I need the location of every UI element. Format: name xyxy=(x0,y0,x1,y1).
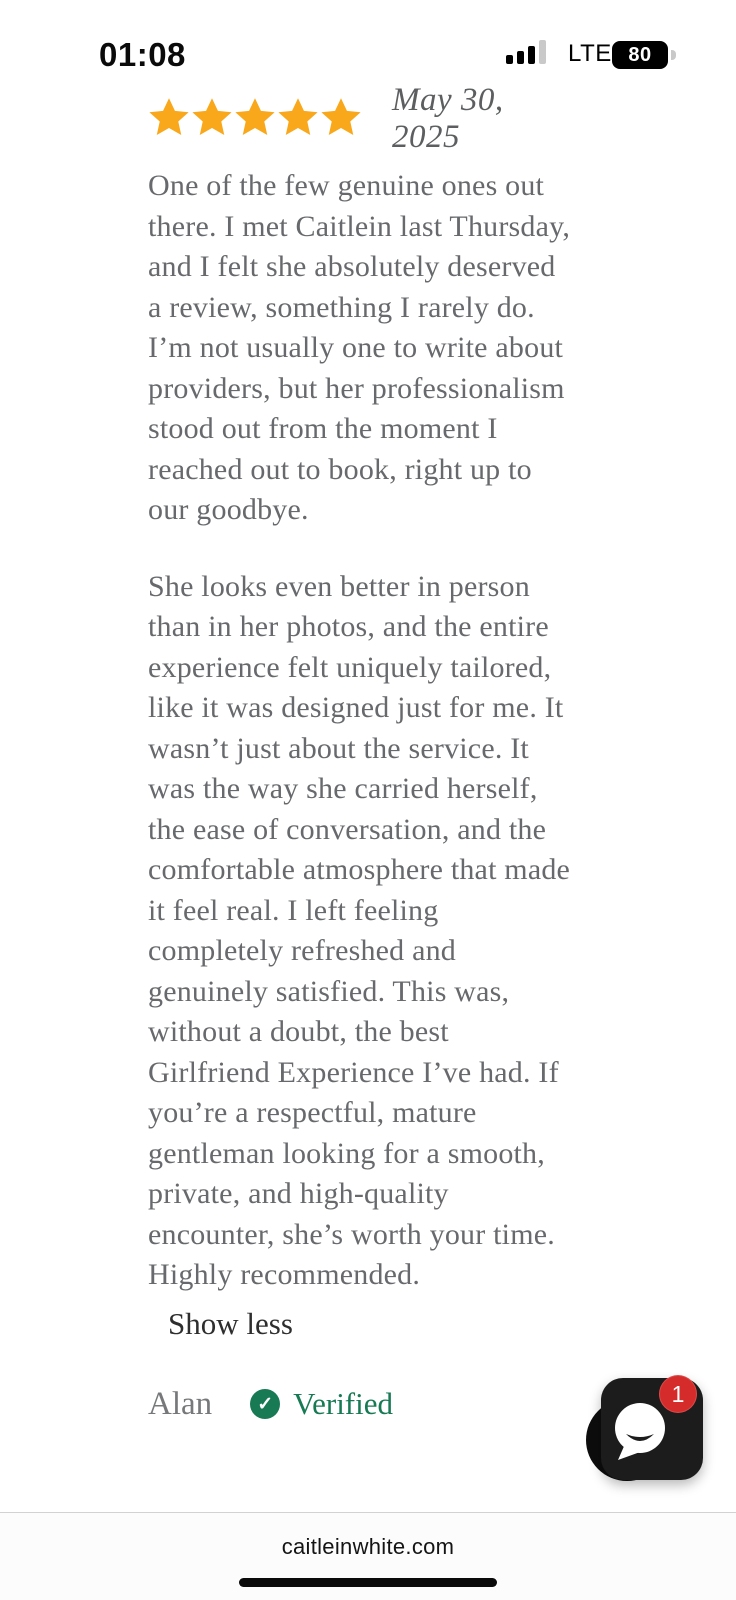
cellular-signal-icon xyxy=(506,40,558,64)
status-bar xyxy=(0,0,736,88)
review-paragraph-2: She looks even better in person than in her photos, and the entire experience felt uniquely tailored, like it was designed just for me. It wasn’t just about the service. It was the way she carried herself, the ease of conversation, and the comfortable atmosphere that made it feel real. I left feeling completely refreshed and genuinely satisfied. This was, without a doubt, the best Girlfriend Experience I’ve had. If you’re a respectful, mature gentleman looking for a smooth, private, and high-quality encounter, she’s worth your time. Highly recommended. xyxy=(148,569,571,1291)
verified-check-icon xyxy=(250,1389,280,1419)
show-less-link[interactable]: Show less xyxy=(168,1305,293,1341)
star-icon xyxy=(191,96,233,138)
battery-nub xyxy=(671,50,676,60)
rating-row xyxy=(148,82,572,155)
reviewer-name: Alan xyxy=(148,1385,213,1422)
five-star-rating-icon xyxy=(148,96,362,138)
clock-time: 01:08 xyxy=(99,36,186,73)
chat-launcher-button[interactable] xyxy=(586,1378,706,1481)
check-glyph: ✓ xyxy=(257,1393,274,1415)
home-indicator[interactable] xyxy=(239,1578,497,1587)
star-icon xyxy=(320,96,362,138)
network-type-label: LTE xyxy=(568,40,612,67)
url-label[interactable]: caitleinwhite.com xyxy=(281,1534,455,1559)
chat-unread-badge xyxy=(659,1375,697,1413)
battery-icon xyxy=(612,41,668,69)
star-icon xyxy=(234,96,276,138)
review-date: May 30, 2025 xyxy=(392,82,504,155)
star-icon xyxy=(277,96,319,138)
browser-bottom-bar xyxy=(0,1512,736,1600)
chat-bubble-icon xyxy=(614,1402,666,1464)
battery-percent: 80 xyxy=(628,43,652,66)
review-paragraph-1: One of the few genuine ones out there. I met Caitlein last Thursday, and I felt she absolutely deserved a review, something I rarely do. I’m not usually one to write about providers, but her professionalism stood out from the moment I reached out to book, right up to our goodbye. xyxy=(148,169,571,526)
review-card xyxy=(148,82,572,1423)
star-icon xyxy=(148,96,190,138)
review-text xyxy=(148,166,572,1296)
reviewer-row xyxy=(148,1386,572,1423)
verified-label: Verified xyxy=(293,1386,393,1421)
unread-count: 1 xyxy=(671,1380,685,1407)
